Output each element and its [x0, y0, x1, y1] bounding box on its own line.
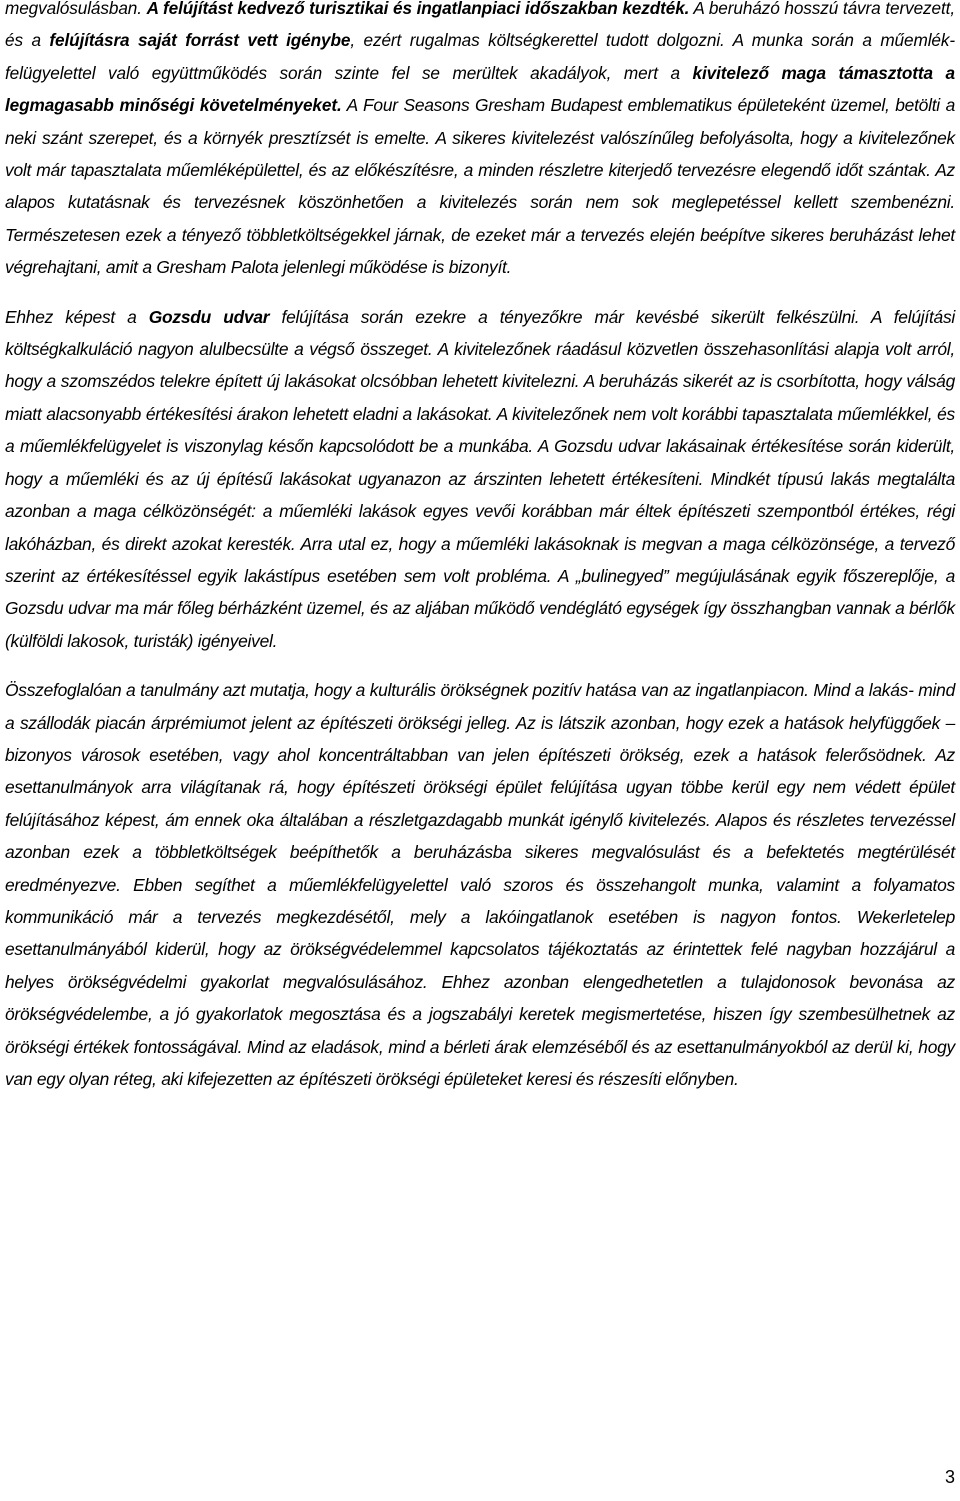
text-segment: felújítása során ezekre a tényezőkre már kevésbé sikerült felkészülni. A felújítási költségkalkuláció nagyon alulbecsülte a végső összeget. A kivitelezőnek ráadásul közvetlen összehasonlítási alapja volt arról, hogy a szomszédos telekre épített új lakásokat olcsóbban lehetett kivitelezni. A beruházás sikerét az is csorbította, hogy válság miatt alacsonyabb értékesítési árakon lehetett eladni a lakásokat. A kivitelezőnek nem volt korábbi tapasztalata műemlékkel, és a műemlékfelügyelet is viszonylag későn kapcsolódott be a munkába. A Gozsdu udvar lakásainak értékesítése során kiderült, hogy a műemléki és az új építésű lakásokat ugyanazon az árszinten lehetett értékesíteni. Mindkét típusú lakás megtalálta azonban a maga célközönségét: a műemléki lakások egyes vevői korábban már éltek építészeti szempontból értékes, régi lakóházban, és direkt azokat keresték. Arra utal ez, hogy a műemléki lakásoknak is megvan a maga célközönsége, a tervező szerint az értékesítéssel egyik lakástípus esetében sem volt probléma. A „bulinegyed” megújulásának egyik főszereplője, a Gozsdu udvar ma már főleg bérházként üzemel, és az aljában működő vendéglátó egységek így összhangban vannak a bérlők (külföldi lakosok, turisták) igényeivel. — [5, 306, 956, 651]
emphasis-text: felújításra saját forrást vett igénybe — [49, 30, 351, 51]
text-segment: Ehhez képest a — [5, 306, 149, 327]
text-segment: megvalósulásban. — [5, 0, 147, 18]
text-segment: A Four Seasons Gresham Budapest emblematikus épületeként üzemel, betölti a neki szánt szerepet, és a környék presztízsét is emelte. A sikeres kivitelezést valószínűleg befolyásolta, hogy a kivitelezőnek volt már tapasztalata műemléképülettel, és az előkészítésre, a minden részletre kiterjedő tervezésre elegendő időt szántak. Az alapos kutatásnak és tervezésnek köszönhetően a kivitelezés során nem sok meglepetéssel kellett szembenézni. Természetesen ezek a tényező többletköltségekkel járnak, de ezeket már a tervezés elején beépítve sikeres beruházást lehet végrehajtani, amit a Gresham Palota jelenlegi működése is bizonyít. — [5, 95, 956, 278]
emphasis-text: A felújítást kedvező turisztikai és ingatlanpiaci időszakban kezdték. — [146, 0, 690, 18]
paragraph-gozsdu — [5, 301, 955, 657]
paragraph-summary — [5, 674, 955, 1095]
emphasis-text: kivitelező maga támasztotta a legmagasabb minőségi követelményeket. — [5, 62, 955, 116]
text-segment: Összefoglalóan a tanulmány azt mutatja, hogy a kulturális örökségnek pozitív hatása van az ingatlanpiacon. Mind a lakás- mind a szállodák piacán árprémiumot jelent az építészeti örökségi jelleg. Az is látszik azonban, hogy ezek a hatások helyfüggőek – bizonyos városok esetében, vagy ahol koncentráltabban van jelen építészeti örökség, ezek a hatások felerősödnek. Az esettanulmányok arra világítanak rá, hogy építészeti örökségi épület felújítása ugyan többe kerül egy nem védett épület felújításához képest, ám ennek oka általában a részletgazdagabb munkát igénylő kivitelezés. Alapos és részletes tervezéssel azonban ezek a többletköltségek beépíthetők a beruházásba sikeres megvalósulást és a befektetés megtérülését eredményezve. Ebben segíthet a műemlékfelügyelettel való szoros és összehangolt munka, valamint a folyamatos kommunikáció már a tervezés megkezdésétől, mely a lakóingatlanok esetében is nagyon fontos. Wekerletelep esettanulmányából kiderül, hogy az örökségvédelemmel kapcsolatos tájékoztatás az érintettek felé nagyban hozzájárul a helyes örökségvédelmi gyakorlat megvalósulásához. Ehhez azonban elengedhetetlen a tulajdonosok bevonása az örökségvédelembe, a jó gyakorlatok megosztása és a jogszabályi keretek megismertetése, hiszen így szembesülhetnek az örökségi értékek fontosságával. Mind az eladások, mind a bérleti árak elemzéséből és az esettanulmányokból az derül ki, hogy van egy olyan réteg, aki kifejezetten az építészeti örökségi épületeket keresi és részesíti előnyben. — [5, 680, 955, 1089]
page-number: 3 — [944, 1467, 955, 1487]
text-segment: A beruházó hosszú távra tervezett, és a — [5, 0, 956, 51]
document-page — [5, 0, 955, 1095]
emphasis-text: Gozsdu udvar — [148, 306, 270, 327]
text-segment: , ezért rugalmas költségkerettel tudott dolgozni. A munka során a műemlék-felügyelettel való együttműködés során szinte fel se merültek akadályok, mert a — [5, 30, 955, 83]
paragraph-gresham — [5, 0, 955, 284]
